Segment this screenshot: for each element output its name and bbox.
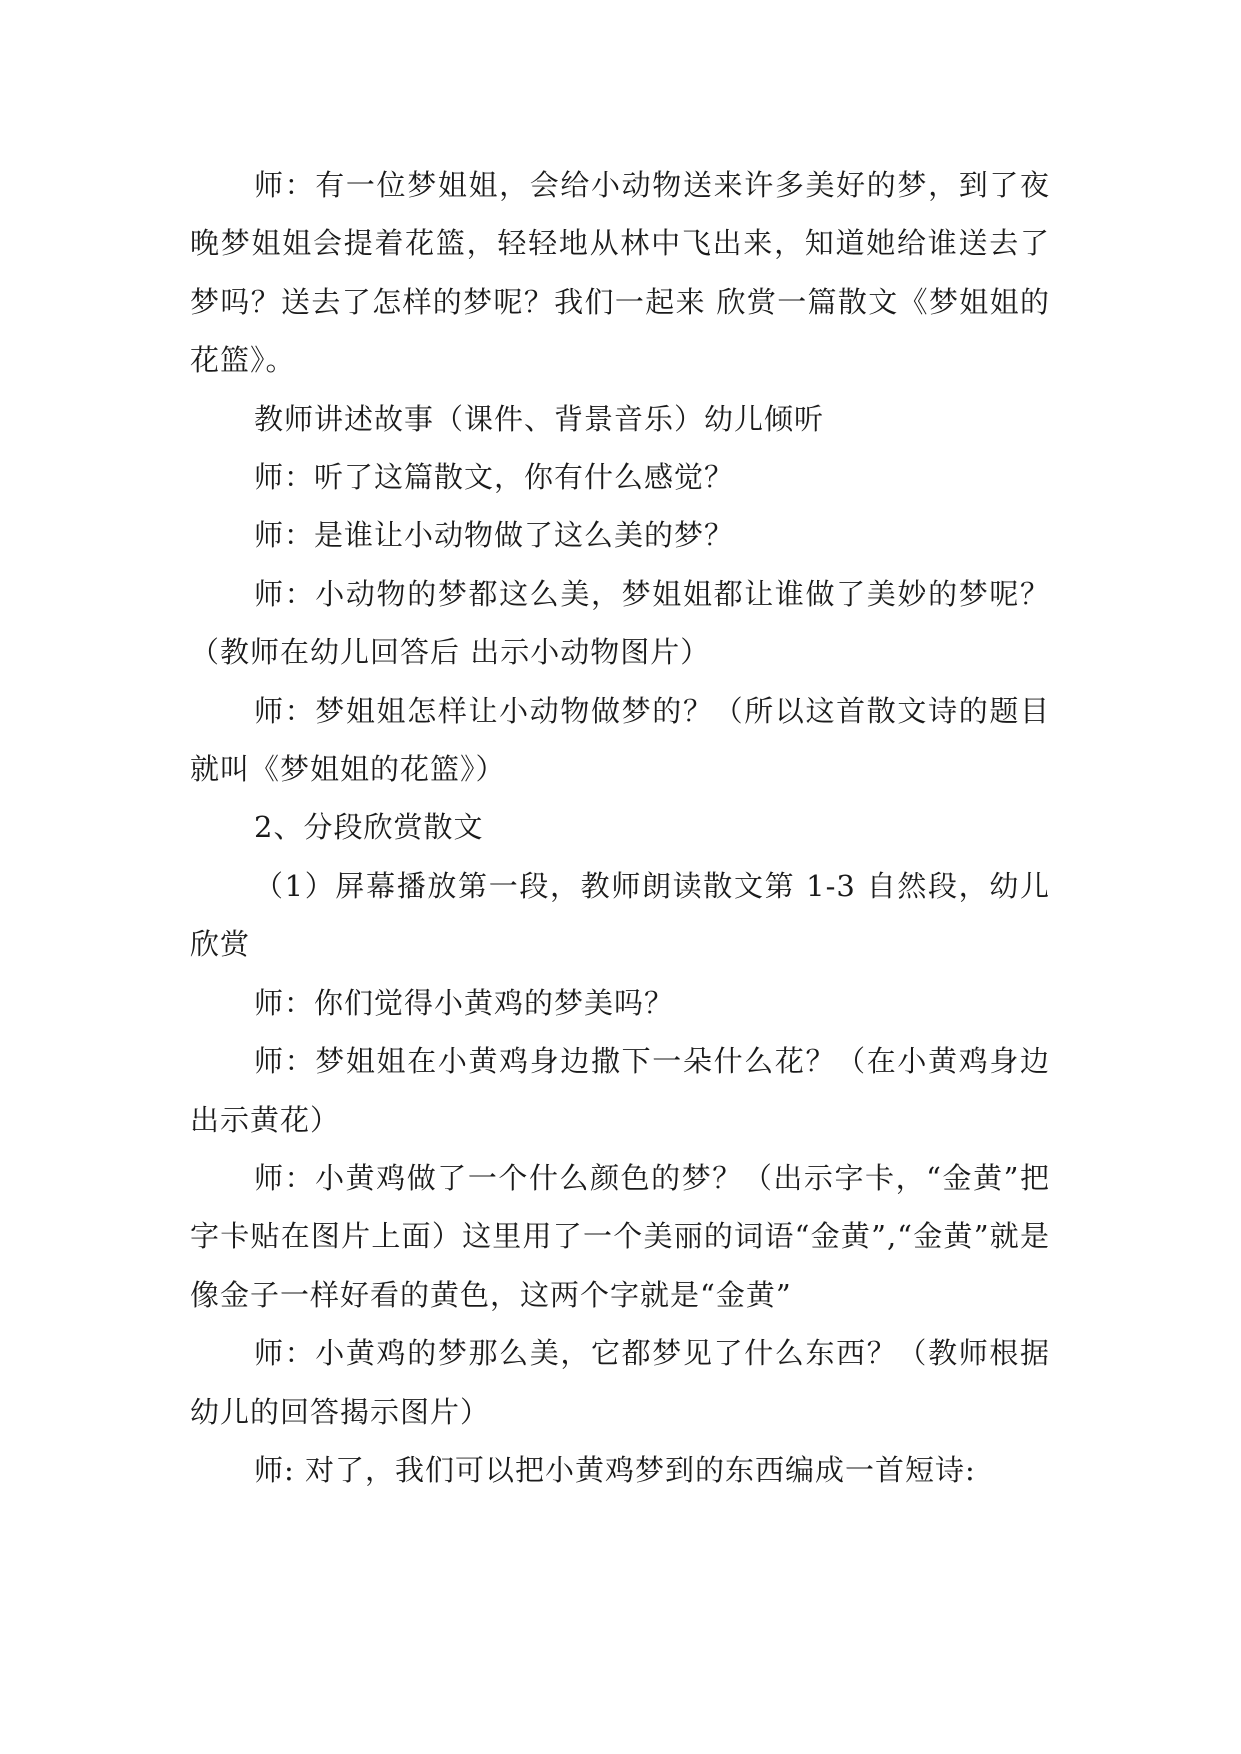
document-body [190,156,1050,1499]
paragraph: 教师讲述故事（课件、背景音乐）幼儿倾听 [254,401,825,436]
paragraph: 师：小黄鸡做了一个什么颜色的梦？（出示字卡，“金黄”把字卡贴在图片上面）这里用了一个美丽的词语“金黄”,“金黄”就是像金子一样好看的黄色，这两个字就是“金黄” [190,1160,1050,1312]
paragraph: 师：小黄鸡的梦那么美，它都梦见了什么东西？（教师根据幼儿的回答揭示图片） [190,1336,1050,1429]
section-heading: 2、分段欣赏散文 [254,810,484,845]
paragraph: 师：听了这篇散文，你有什么感觉？ [254,460,735,495]
paragraph: 师: 对了，我们可以把小黄鸡梦到的东西编成一首短诗: [254,1452,976,1487]
paragraph: 师：梦姐姐在小黄鸡身边撒下一朵什么花？（在小黄鸡身边出示黄花） [190,1044,1050,1137]
paragraph: 师：小动物的梦都这么美，梦姐姐都让谁做了美妙的梦呢？（教师在幼儿回答后 出示小动物图片） [190,576,1050,670]
paragraph: （1）屏幕播放第一段，教师朗读散文第 1-3 自然段，幼儿欣赏 [190,868,1050,962]
paragraph: 师：有一位梦姐姐，会给小动物送来许多美好的梦，到了夜晚梦姐姐会提着花篮，轻轻地从林中飞出来，知道她给谁送去了梦吗？送去了怎样的梦呢？我们一起来 欣赏一篇散文《梦姐姐的花篮》。 [190,168,1050,378]
paragraph: 师：梦姐姐怎样让小动物做梦的？（所以这首散文诗的题目就叫《梦姐姐的花篮》） [190,693,1050,787]
paragraph: 师：是谁让小动物做了这么美的梦？ [254,518,735,553]
paragraph: 师：你们觉得小黄鸡的梦美吗？ [254,985,675,1020]
